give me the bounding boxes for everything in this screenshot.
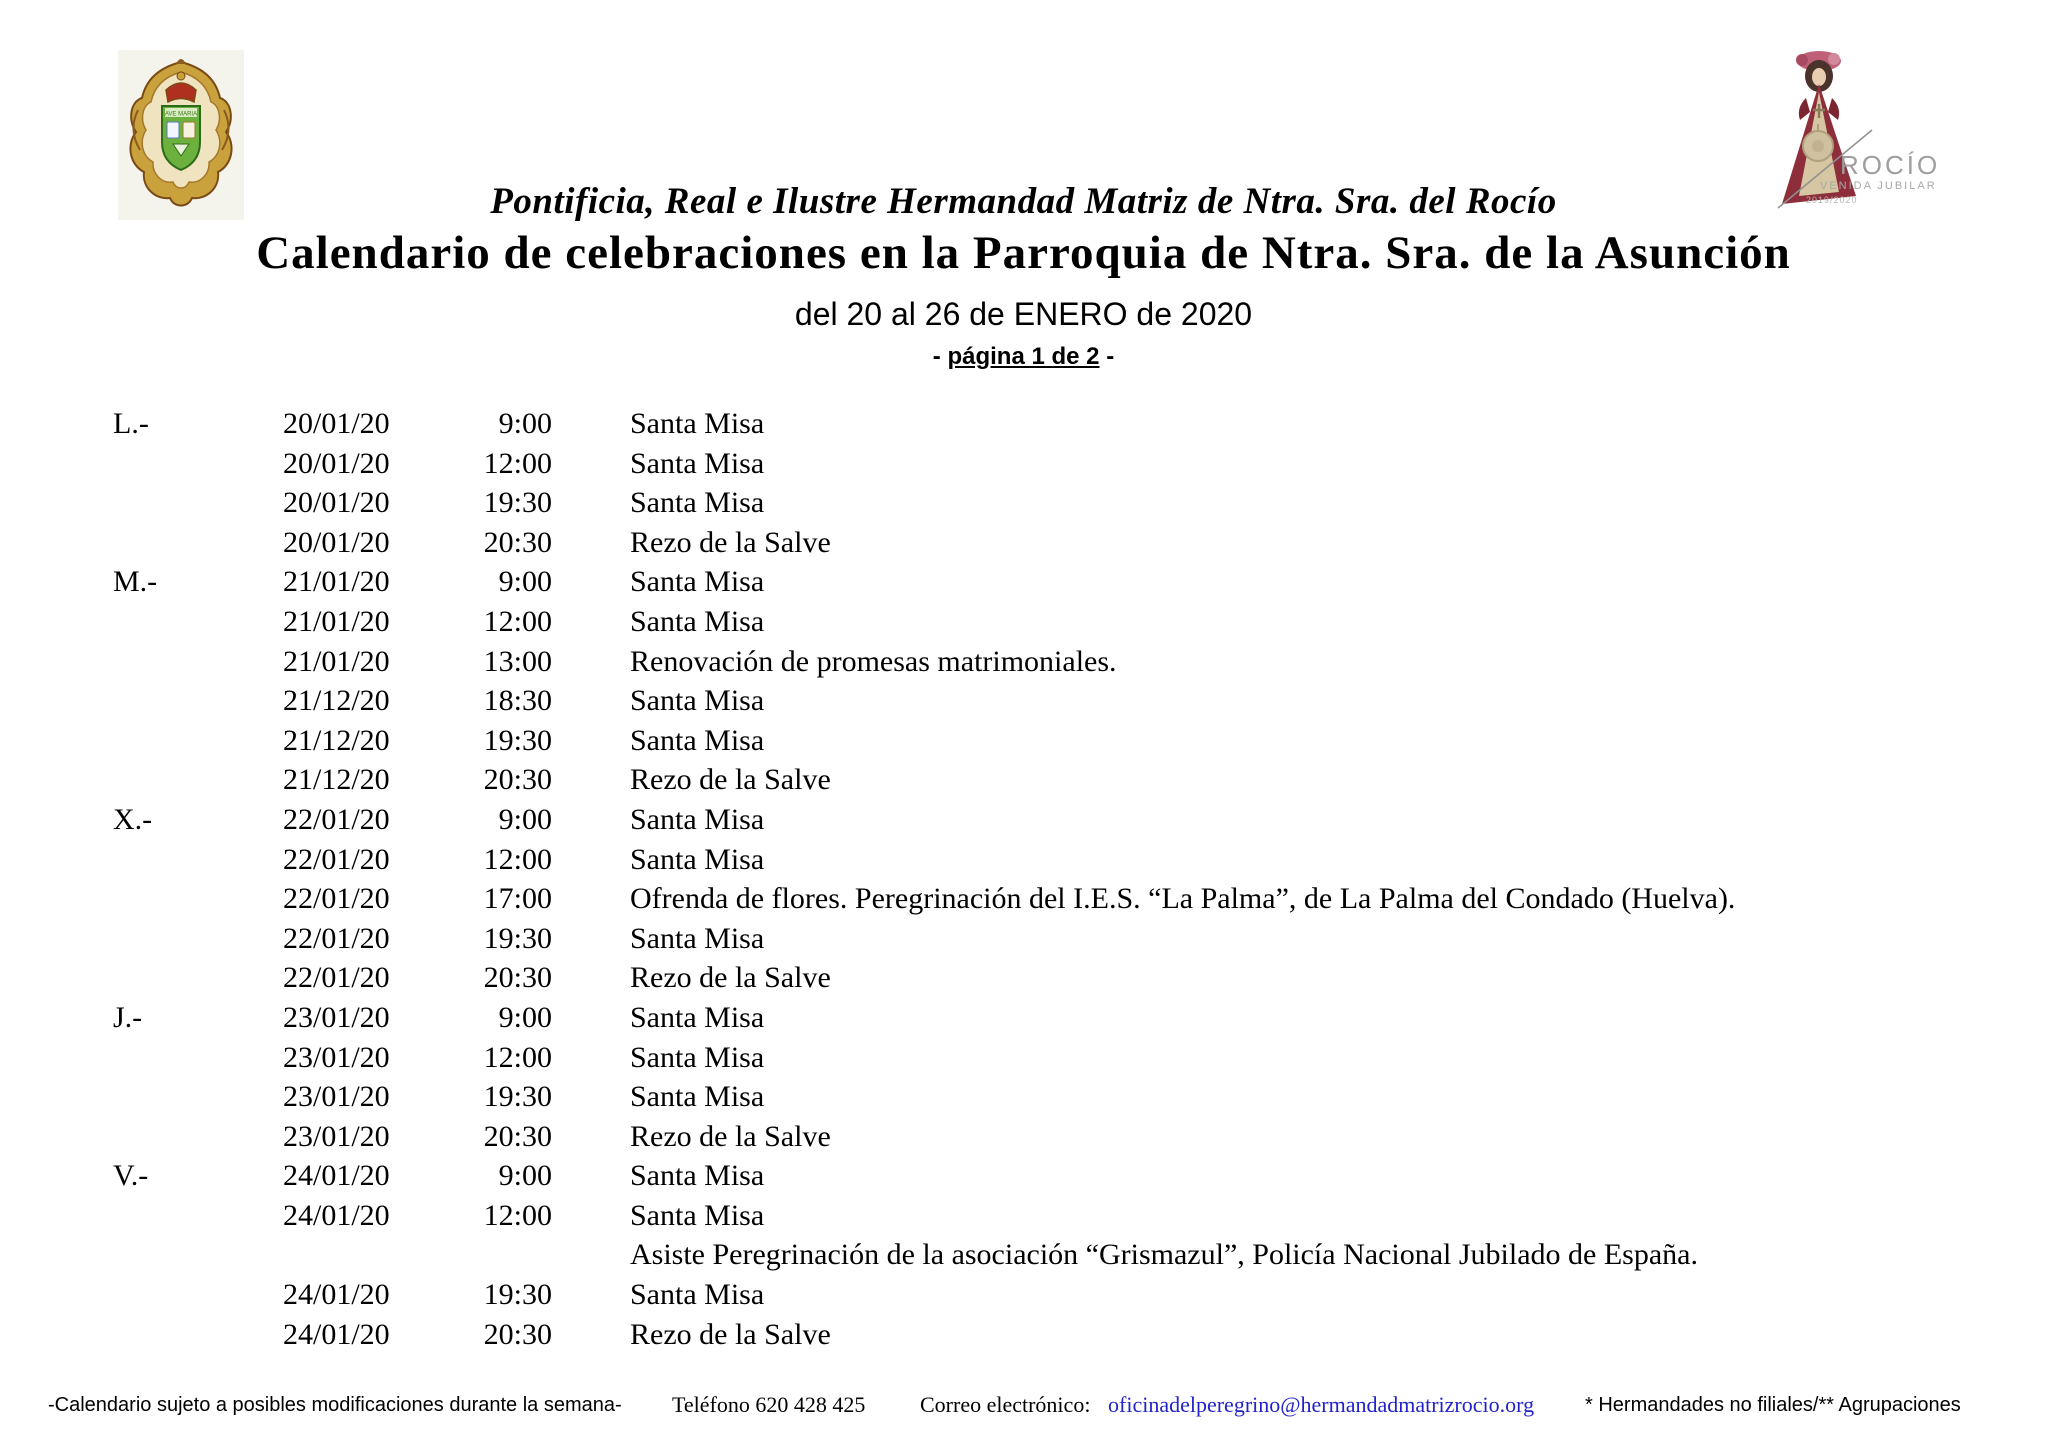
time-cell: 20:30 [483, 1119, 552, 1153]
time-cell: 12:00 [483, 446, 552, 480]
table-row [105, 444, 2017, 484]
day-cell [105, 1315, 283, 1355]
date-cell: 20/01/20 [283, 407, 390, 440]
time-cell: 9:00 [498, 565, 552, 599]
modification-note: -Calendario sujeto a posibles modificaciones durante la semana- [48, 1394, 622, 1416]
event-cell: Santa Misa [630, 1278, 765, 1312]
table-row [105, 1275, 2017, 1315]
table-row [105, 919, 2017, 959]
organization-title: Pontificia, Real e Ilustre Hermandad Matriz de Ntra. Sra. del Rocío [490, 181, 1557, 222]
table-row [105, 760, 2017, 800]
event-cell: Santa Misa [630, 407, 765, 440]
date-cell: 20/01/20 [283, 446, 390, 480]
rocio-wordmark: ROCÍO [1840, 150, 1941, 180]
date-cell: 20/01/20 [283, 525, 390, 559]
event-cell: Santa Misa [630, 802, 765, 836]
time-cell: 9:00 [498, 802, 552, 836]
time-cell: 13:00 [483, 644, 552, 678]
jubilee-years-text: 2019/2020 [1806, 195, 1858, 205]
table-row [105, 840, 2017, 880]
email-link[interactable]: oficinadelperegrino@hermandadmatrizrocio.org [1108, 1392, 1535, 1417]
time-cell: 19:30 [483, 486, 552, 520]
table-row [105, 1156, 2017, 1196]
event-cell: Santa Misa [630, 842, 765, 876]
time-cell [400, 1235, 552, 1275]
date-cell: 23/01/20 [283, 1000, 390, 1034]
event-cell: Santa Misa [630, 604, 765, 638]
day-cell [105, 919, 283, 959]
table-row [105, 879, 2017, 919]
page-indicator-prefix: - [932, 343, 948, 370]
event-cell: Santa Misa [630, 723, 765, 757]
event-cell: Santa Misa [630, 565, 765, 599]
time-cell: 20:30 [483, 763, 552, 797]
day-cell [105, 1077, 283, 1117]
day-cell: J.- [113, 1000, 143, 1034]
date-cell: 21/12/20 [283, 763, 390, 797]
table-row [105, 800, 2017, 840]
day-cell [105, 444, 283, 484]
table-row [105, 1315, 2017, 1355]
day-cell [105, 760, 283, 800]
day-cell [105, 523, 283, 563]
event-cell: Santa Misa [630, 684, 765, 718]
time-cell: 9:00 [498, 1159, 552, 1193]
time-cell: 17:00 [483, 882, 552, 916]
venida-jubilar-text: VENIDA JUBILAR [1820, 180, 1937, 192]
date-cell: 21/01/20 [283, 644, 390, 678]
phone-number: Teléfono 620 428 425 [672, 1392, 866, 1417]
time-cell: 19:30 [483, 723, 552, 757]
time-cell: 19:30 [483, 1080, 552, 1114]
time-cell: 9:00 [498, 1000, 552, 1034]
table-row [105, 998, 2017, 1038]
page-indicator [0, 343, 2047, 371]
date-cell: 21/12/20 [283, 684, 390, 718]
table-row [105, 1117, 2017, 1157]
table-row [105, 1038, 2017, 1078]
table-row [105, 721, 2017, 761]
day-cell [105, 483, 283, 523]
table-row [105, 523, 2017, 563]
event-cell: Santa Misa [630, 446, 765, 480]
table-row [105, 562, 2017, 602]
date-cell: 20/01/20 [283, 486, 390, 520]
table-row [105, 1196, 2017, 1236]
schedule-table [105, 404, 2017, 1354]
date-cell: 23/01/20 [283, 1040, 390, 1074]
time-cell: 19:30 [483, 1278, 552, 1312]
event-cell: Santa Misa [630, 1159, 765, 1193]
time-cell: 20:30 [483, 961, 552, 995]
time-cell: 20:30 [483, 1317, 552, 1351]
event-cell: Asiste Peregrinación de la asociación “Grismazul”, Policía Nacional Jubilado de España. [630, 1238, 1698, 1272]
date-cell [283, 1235, 400, 1275]
table-row [105, 642, 2017, 682]
time-cell: 9:00 [498, 407, 552, 440]
page-indicator-label: página 1 de 2 [947, 343, 1100, 370]
day-cell [105, 681, 283, 721]
date-cell: 21/01/20 [283, 604, 390, 638]
day-cell [105, 958, 283, 998]
day-cell [105, 879, 283, 919]
event-cell: Ofrenda de flores. Peregrinación del I.E.S. “La Palma”, de La Palma del Condado (Huelva). [630, 882, 1736, 916]
time-cell: 12:00 [483, 1040, 552, 1074]
day-cell: L.- [113, 407, 149, 440]
table-row [105, 1235, 2017, 1275]
page-indicator-suffix: - [1099, 343, 1115, 370]
date-cell: 22/01/20 [283, 961, 390, 995]
day-cell [105, 1117, 283, 1157]
event-cell: Rezo de la Salve [630, 1317, 831, 1351]
event-cell: Santa Misa [630, 1080, 765, 1114]
day-cell [105, 1038, 283, 1078]
day-cell [105, 602, 283, 642]
table-row [105, 602, 2017, 642]
page-title: Calendario de celebraciones en la Parroquia de Ntra. Sra. de la Asunción [256, 227, 1791, 279]
crest-banner-text: AVE MARIA [164, 111, 198, 118]
table-row [105, 681, 2017, 721]
day-cell: M.- [113, 565, 158, 599]
event-cell: Renovación de promesas matrimoniales. [630, 644, 1117, 678]
event-cell: Rezo de la Salve [630, 525, 831, 559]
date-cell: 24/01/20 [283, 1159, 390, 1193]
time-cell: 12:00 [483, 1198, 552, 1232]
day-cell [105, 1196, 283, 1236]
time-cell: 18:30 [483, 684, 552, 718]
date-cell: 21/12/20 [283, 723, 390, 757]
event-cell: Santa Misa [630, 486, 765, 520]
event-cell: Santa Misa [630, 1040, 765, 1074]
day-cell: V.- [113, 1159, 149, 1193]
date-cell: 24/01/20 [283, 1278, 390, 1312]
table-row [105, 958, 2017, 998]
footer [0, 1390, 2047, 1432]
time-cell: 19:30 [483, 921, 552, 955]
day-cell [105, 642, 283, 682]
event-cell: Rezo de la Salve [630, 1119, 831, 1153]
event-cell: Santa Misa [630, 1000, 765, 1034]
date-cell: 22/01/20 [283, 921, 390, 955]
date-cell: 24/01/20 [283, 1198, 390, 1232]
date-cell: 22/01/20 [283, 842, 390, 876]
time-cell: 20:30 [483, 525, 552, 559]
day-cell [105, 1235, 283, 1275]
date-cell: 24/01/20 [283, 1317, 390, 1351]
date-range-subtitle: del 20 al 26 de ENERO de 2020 [794, 296, 1253, 332]
day-cell [105, 840, 283, 880]
date-cell: 21/01/20 [283, 565, 390, 599]
event-cell: Santa Misa [630, 1198, 765, 1232]
day-cell [105, 1275, 283, 1315]
email-label: Correo electrónico: [920, 1392, 1091, 1417]
day-cell [105, 721, 283, 761]
table-row [105, 1077, 2017, 1117]
table-row [105, 483, 2017, 523]
date-cell: 23/01/20 [283, 1119, 390, 1153]
event-cell: Rezo de la Salve [630, 763, 831, 797]
event-cell: Santa Misa [630, 921, 765, 955]
time-cell: 12:00 [483, 604, 552, 638]
event-cell: Rezo de la Salve [630, 961, 831, 995]
date-cell: 23/01/20 [283, 1080, 390, 1114]
table-row [105, 404, 2017, 444]
day-cell: X.- [113, 802, 153, 836]
time-cell: 12:00 [483, 842, 552, 876]
date-cell: 22/01/20 [283, 802, 390, 836]
legend-note: * Hermandades no filiales/** Agrupaciones [1585, 1394, 1961, 1416]
date-cell: 22/01/20 [283, 882, 390, 916]
